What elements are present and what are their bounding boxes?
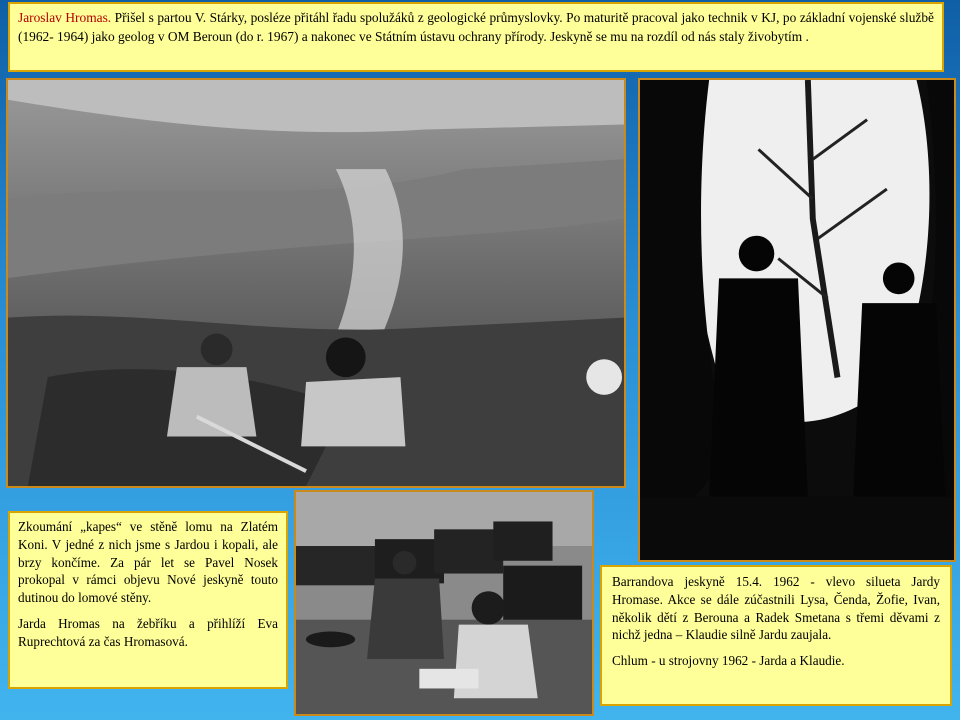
cave-photo-image bbox=[640, 80, 954, 560]
right-caption bbox=[600, 565, 952, 706]
mine-carts-photo bbox=[294, 490, 594, 716]
top-caption-text: Přišel s partou V. Stárky, posléze přitáhl řadu spolužáků z geologické průmyslovky. Po maturitě pracoval jako technik v KJ, po základní vojenské službě (1962- 1964) jako geolog v OM Beroun (do r. 1967) a nakonec ve Státním ústavu ochrany přírody. Jeskyně se mu na rozdíl od nás staly živobytím . bbox=[18, 10, 934, 44]
left-caption-paragraph-1: Zkoumání „kapes“ ve stěně lomu na Zlatém Koni. V jedné z nich jsme s Jardou i kopali, ale brzy končíme. Za pár let se Pavel Nosek prokopal v rámci objevu Nové jeskyně touto dutinou do lomové stěny. bbox=[18, 519, 278, 606]
top-caption bbox=[8, 2, 944, 72]
left-caption-paragraph-2: Jarda Hromas na žebříku a přihlíží Eva Ruprechtová za čas Hromasová. bbox=[18, 615, 278, 649]
quarry-photo bbox=[6, 78, 626, 488]
person-name: Jaroslav Hromas. bbox=[18, 10, 112, 25]
right-caption-paragraph-1: Barrandova jeskyně 15.4. 1962 - vlevo silueta Jardy Hromase. Akce se dále zúčastnili Lysa, Čenda, Žofie, Ivan, několik dětí z Berouna a Radek Smetana s třemi děvami z nichž jedna – Klaudie silně Jardu zaujala. bbox=[612, 574, 940, 643]
cave-photo bbox=[638, 78, 956, 562]
quarry-photo-image bbox=[8, 80, 624, 486]
top-caption-paragraph bbox=[18, 8, 934, 46]
right-caption-paragraph-2: Chlum - u strojovny 1962 - Jarda a Klaudie. bbox=[612, 653, 845, 669]
left-caption bbox=[8, 511, 288, 689]
mine-carts-photo-image bbox=[296, 492, 592, 714]
